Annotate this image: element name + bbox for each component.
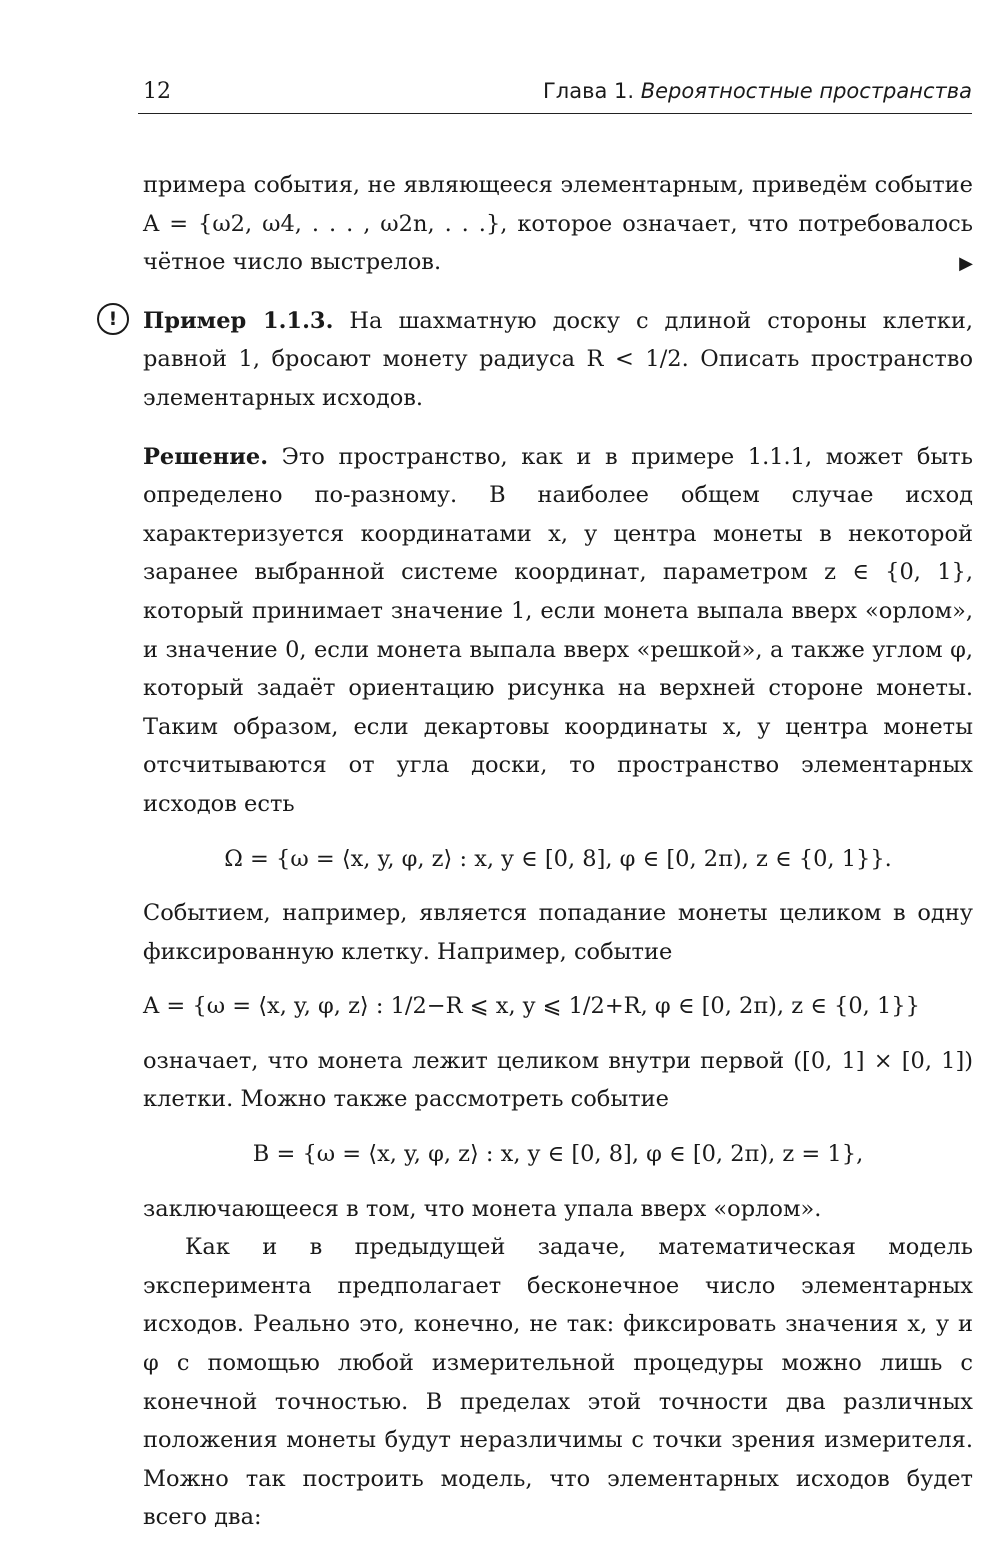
formula-event-a: A = {ω = ⟨x, y, φ, z⟩ : 1/2−R ⩽ x, y ⩽ 1/2+R, φ ∈ [0, 2π), z ∈ {0, 1}} xyxy=(143,993,920,1020)
page-number: 12 xyxy=(143,79,171,104)
chapter-label: Глава 1. xyxy=(542,79,635,103)
paragraph-eagle: заключающееся в том, что монета упала вверх «орлом». xyxy=(143,1195,822,1222)
example-statement xyxy=(143,302,973,418)
paragraph-intro xyxy=(143,166,973,282)
page-body xyxy=(143,166,973,1537)
paragraph-event: Событием, например, является попадание монеты целиком в одну фиксированную клетку. Например, событие xyxy=(143,900,973,965)
paragraph-model: Как и в предыдущей задаче, математическая модель эксперимента предполагает бесконечное число элементарных исходов. Реально это, конечно, не так: фиксировать значения x, y и φ с помощью любой измерительной процедуры можно лишь с конечной точностью. В пределах этой точности два различных положения монеты будут неразличимы с точки зрения измерителя. Можно так построить модель, что элементарных исходов будет всего два: xyxy=(143,1234,973,1531)
header-rule xyxy=(138,113,972,114)
paragraph-means: означает, что монета лежит целиком внутри первой ([0, 1] × [0, 1]) клетки. Можно также рассмотреть событие xyxy=(143,1047,973,1113)
running-header xyxy=(543,79,972,103)
solution-label: Решение. xyxy=(143,443,269,470)
example-text: На шахматную доску с длиной стороны клетки, равной 1, бросают монету радиуса R < 1/2. Описать пространство элементарных исходов. xyxy=(143,307,973,411)
example-label: Пример 1.1.3. xyxy=(143,307,334,334)
formula-omega: Ω = {ω = ⟨x, y, φ, z⟩ : x, y ∈ [0, 8], φ ∈ [0, 2π), z ∈ {0, 1}}. xyxy=(224,845,892,872)
chapter-title: Вероятностные пространства xyxy=(640,79,972,103)
paragraph-intro-text: примера события, не являющееся элементарным, приведём событие A = {ω2, ω4, . . . , ω2n, . . .}, которое означает, что потребовалось чётное число выстрелов. xyxy=(143,172,973,276)
exclamation-circle-icon: ! xyxy=(97,303,129,335)
end-of-solution-marker: ▶ xyxy=(959,253,973,275)
solution-text: Это пространство, как и в примере 1.1.1, может быть определено по-разному. В наиболее общем случае исход характеризуется координатами x, y центра монеты в некоторой заранее выбранной системе координат, параметром z ∈ {0, 1}, который принимает значение 1, если монета выпала вверх «орлом», и значение 0, если монета выпала вверх «решкой», а также углом φ, который задаёт ориентацию рисунка на верхней стороне монеты. Таким образом, если декартовы координаты x, y центра монеты отсчитываются от угла доски, то пространство элементарных исходов есть xyxy=(143,443,973,817)
formula-event-b: B = {ω = ⟨x, y, φ, z⟩ : x, y ∈ [0, 8], φ ∈ [0, 2π), z = 1}, xyxy=(252,1141,864,1168)
solution-paragraph xyxy=(143,438,973,824)
